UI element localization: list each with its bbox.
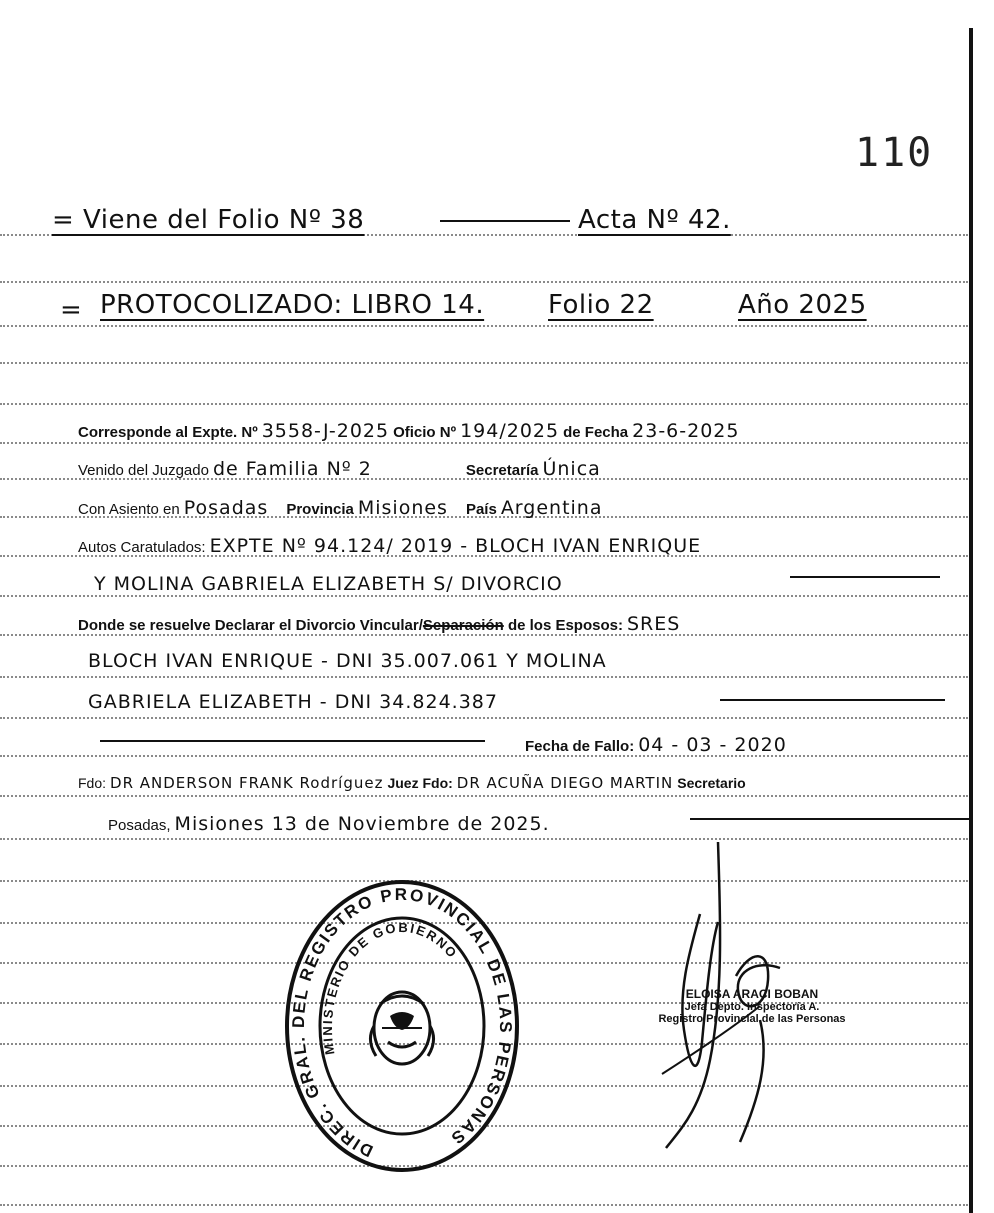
fdo-label-1: Fdo: — [78, 775, 107, 791]
signatory-name: ELOISA ARACI BOBAN — [685, 987, 819, 1001]
fecha-value: 23-6-2025 — [632, 420, 740, 442]
signatory-role: Jefa Depto. Inspectoría A. — [684, 1001, 820, 1013]
form-line-resuelve — [78, 613, 684, 635]
esposos-value-2: GABRIELA ELIZABETH - DNI 34.824.387 — [88, 691, 498, 713]
ruled-line — [0, 403, 968, 405]
ruled-line — [0, 676, 968, 678]
autos-label: Autos Caratulados: — [78, 539, 206, 556]
resuelve-text-a: Donde se resuelve Declarar el Divorcio Vincular/ — [78, 617, 423, 634]
lugar-value: Misiones 13 de Noviembre de 2025. — [174, 813, 550, 835]
asiento-value: Posadas — [183, 497, 269, 519]
fallo-value: 04 - 03 - 2020 — [638, 734, 787, 756]
autos-value-2: Y MOLINA GABRIELA ELIZABETH S/ DIVORCIO — [94, 573, 563, 595]
form-line-firmas — [78, 774, 746, 792]
ruled-line — [0, 325, 968, 327]
form-line-autos — [78, 535, 705, 557]
ruled-line — [0, 442, 968, 444]
secretario-label: Secretario — [677, 775, 746, 791]
form-line-asiento — [78, 497, 607, 519]
seal-outer-text: DIREC. GRAL. DEL REGISTRO PROVINCIAL DE LAS PERSONAS — [288, 884, 516, 1161]
form-line-autos-2 — [90, 573, 567, 595]
juez-label: Juez — [387, 775, 419, 791]
ruled-line — [0, 838, 968, 840]
folio-number: 110 — [855, 130, 934, 176]
folio-text: Folio 22 — [548, 290, 654, 320]
header-acta — [578, 205, 731, 235]
ruled-line — [0, 595, 968, 597]
juzgado-value: de Familia Nº 2 — [212, 458, 372, 480]
signatory-block — [612, 987, 892, 1025]
corresponde-label: Corresponde al Expte. Nº — [78, 424, 258, 441]
registry-seal — [282, 880, 522, 1180]
ruled-line — [0, 281, 968, 283]
ruled-line — [0, 717, 968, 719]
autos-end-rule — [790, 576, 940, 578]
seal-coat-of-arms — [370, 992, 433, 1064]
header-dash — [440, 220, 570, 222]
esposos-end-rule — [720, 699, 945, 701]
acta-text: Acta Nº 42. — [578, 205, 731, 235]
signatory-organization: Registro Provincial de las Personas — [658, 1013, 846, 1025]
provincia-value: Misiones — [357, 497, 448, 519]
secretaria-label: Secretaría — [465, 462, 539, 479]
header-anio — [738, 290, 867, 320]
oficio-value: 194/2025 — [460, 420, 560, 442]
form-line-esposos-2 — [84, 691, 502, 713]
asiento-label: Con Asiento en — [78, 501, 180, 518]
secretario-value: DR ACUÑA DIEGO MARTIN — [456, 774, 674, 792]
seal-inner-text: MINISTERIO DE GOBIERNO — [319, 919, 461, 1056]
header-folio — [548, 290, 654, 320]
ruled-line — [0, 362, 968, 364]
juez-value: DR ANDERSON FRANK Rodríguez — [110, 774, 384, 792]
esposos-value-1: BLOCH IVAN ENRIQUE - DNI 35.007.061 Y MOLINA — [88, 650, 607, 672]
libro-text: PROTOCOLIZADO: LIBRO 14. — [100, 290, 485, 320]
resuelve-struck: Separación — [422, 617, 504, 634]
form-line-esposos-1 — [84, 650, 611, 672]
pais-value: Argentina — [500, 497, 603, 519]
lugar-end-rule — [690, 818, 970, 820]
fecha-label: de Fecha — [563, 424, 629, 441]
viene-del-folio-text: = Viene del Folio Nº 38 — [52, 205, 365, 235]
expte-value: 3558-J-2025 — [261, 420, 390, 442]
anio-text: Año 2025 — [738, 290, 867, 320]
form-line-fallo — [525, 734, 791, 756]
lugar-label: Posadas, — [108, 817, 171, 834]
pais-label: País — [465, 501, 497, 518]
ruled-line — [0, 1204, 968, 1206]
form-line-expediente — [78, 420, 743, 442]
header-protocolizado — [100, 290, 484, 320]
secretaria-value: Única — [542, 458, 601, 480]
oficio-label: Oficio Nº — [393, 424, 457, 441]
resuelve-text-b: de los Esposos: — [507, 617, 623, 634]
esposos-value-0: SRES — [626, 613, 681, 635]
ruled-line — [0, 795, 968, 797]
page-right-border — [969, 28, 973, 1213]
provincia-label: Provincia — [286, 501, 354, 518]
autos-value-1: EXPTE Nº 94.124/ 2019 - BLOCH IVAN ENRIQUE — [209, 535, 702, 557]
header-protocolizado-prefix: = — [60, 295, 83, 325]
header-viene-del-folio — [52, 205, 364, 235]
form-line-juzgado — [78, 458, 605, 480]
fallo-leading-rule — [100, 740, 485, 742]
fallo-label: Fecha de Fallo: — [525, 738, 635, 755]
fdo-label-2: Fdo: — [422, 775, 453, 791]
venido-label: Venido del Juzgado — [78, 462, 209, 479]
form-line-lugar-fecha — [108, 813, 554, 835]
ruled-line — [0, 755, 968, 757]
